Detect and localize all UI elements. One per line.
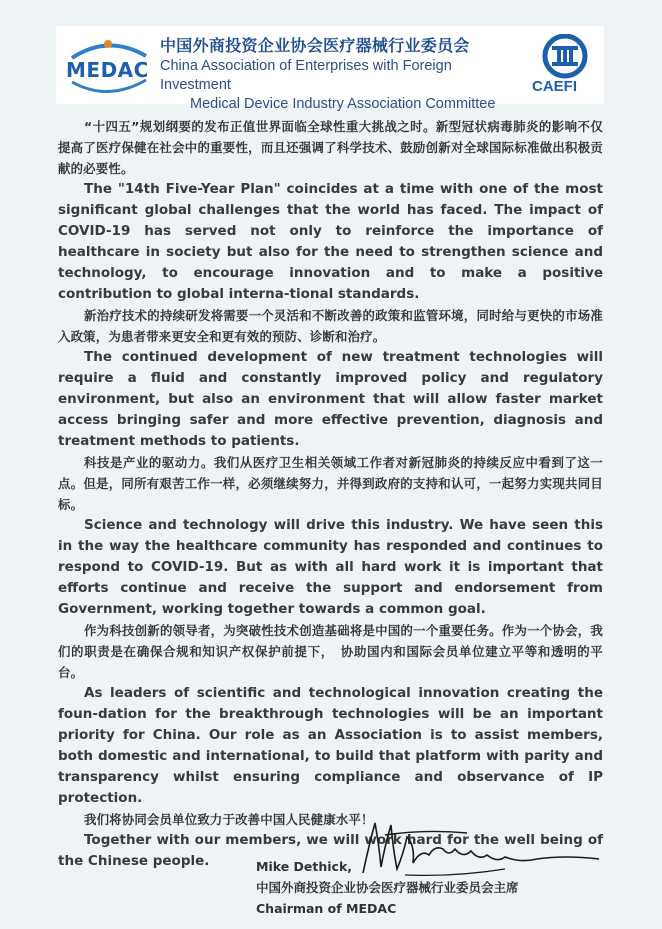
paragraph-cn: 作为科技创新的领导者，为突破性技术创造基础将是中国的一个重要任务。作为一个协会，我们的职责是在确保合规和知识产权保护前提下， 协助国内和国际会员单位建立平等和透明的平台。 bbox=[58, 623, 603, 680]
signatory-name: Mike Dethick, bbox=[256, 859, 353, 874]
letterhead bbox=[56, 26, 604, 112]
paragraph-en: As leaders of scientific and technological innovation creating the foun-dation for the breakthrough technologies will be an important priority for China. Our role as an Association is to assist members, both domestic and international, to build that platform with parity and transparency whilst ensuring compliance and observance of IP protection. bbox=[58, 685, 603, 806]
signatory-title-cn: 中国外商投资企业协会医疗器械行业委员会主席 bbox=[256, 880, 519, 895]
paragraph-en: Together with our members, we will work hard for the well being of the Chinese people. bbox=[58, 832, 603, 869]
letter-body bbox=[58, 116, 603, 872]
association-name-en-line1: China Association of Enterprises with Foreign Investment bbox=[160, 58, 452, 93]
paragraph-cn: 科技是产业的驱动力。我们从医疗卫生相关领域工作者对新冠肺炎的持续反应中看到了这一点。但是，同所有艰苦工作一样，必须继续努力，并得到政府的支持和认可，一起努力实现共同目标。 bbox=[58, 455, 603, 512]
paragraph-cn: 新治疗技术的持续研发将需要一个灵活和不断改善的政策和监管环境，同时给与更快的市场准入政策，为患者带来更安全和更有效的预防、诊断和治疗。 bbox=[58, 308, 603, 344]
caefi-logo-text: CAEFI bbox=[532, 78, 577, 95]
paragraph-cn: 我们将协同会员单位致力于改善中国人民健康水平！ bbox=[84, 812, 374, 827]
paragraph-en: The continued development of new treatment technologies will require a fluid and constantly improved policy and regulatory environment, but also an environment that will allow faster market access bringing safer and more effective prevention, diagnosis and treatment methods to patients. bbox=[58, 349, 603, 449]
letterhead-text bbox=[160, 36, 520, 114]
medac-logo-text: MEDAC bbox=[66, 58, 149, 82]
signatory-title-en: Chairman of MEDAC bbox=[256, 901, 397, 916]
paragraph-en: Science and technology will drive this industry. We have seen this in the way the healthcare community has responded and continues to respond to COVID-19. But as with all hard work it is important that efforts continue and receive the support and endorsement from Government, working together towards a common goal. bbox=[58, 517, 603, 617]
caefi-logo bbox=[530, 34, 600, 100]
signature-block bbox=[256, 856, 519, 919]
medac-logo bbox=[62, 36, 152, 96]
association-name-cn: 中国外商投资企业协会医疗器械行业委员会 bbox=[160, 36, 470, 55]
association-name-en-line2: Medical Device Industry Association Committee bbox=[190, 96, 496, 112]
paragraph-en: The "14th Five-Year Plan" coincides at a time with one of the most significant global challenges that the world has faced. The impact of COVID-19 has served not only to reinforce the importance of healthcare in society but also for the need to strengthen science and technology, to encourage innovation and to make a positive contribution to global interna-tional standards. bbox=[58, 181, 603, 302]
paragraph-cn: “十四五”规划纲要的发布正值世界面临全球性重大挑战之时。新型冠状病毒肺炎的影响不仅提高了医疗保健在社会中的重要性，而且还强调了科学技术、鼓励创新对全球国际标准做出积极贡献的必要性。 bbox=[58, 119, 603, 176]
